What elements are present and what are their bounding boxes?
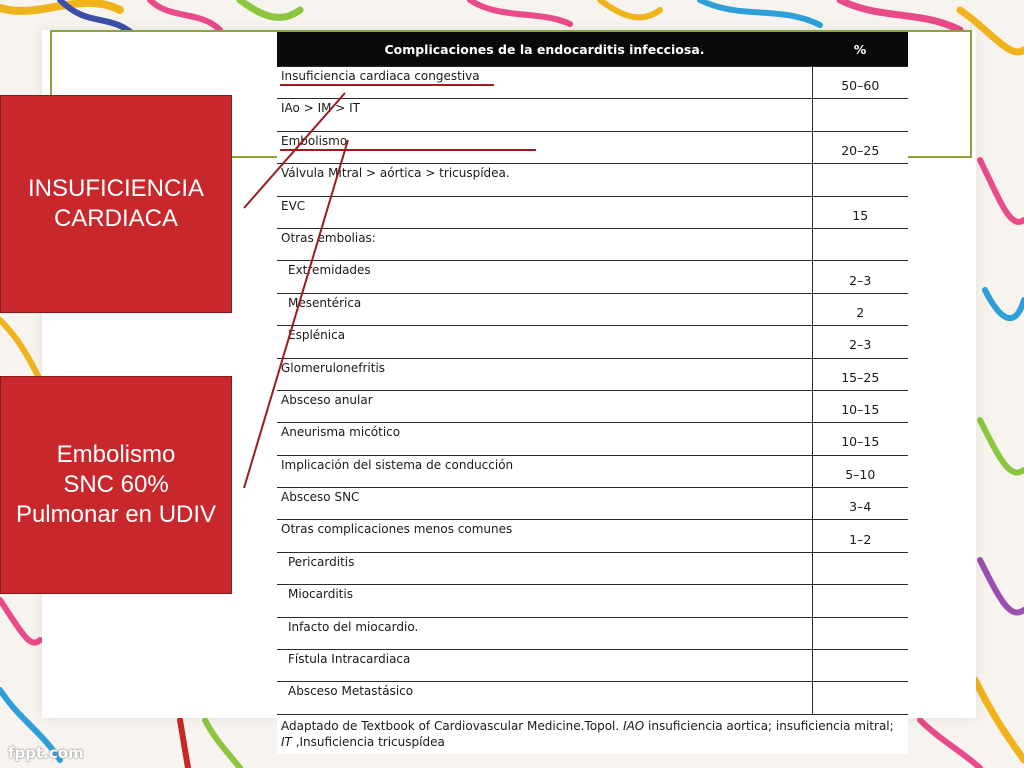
row-label: Esplénica [277,326,812,358]
callout-insuficiencia-cardiaca: INSUFICIENCIA CARDIACA [0,95,232,313]
row-value [812,617,908,649]
row-label: Otras embolias: [277,228,812,260]
row-value [812,552,908,584]
table-row [277,520,908,552]
table-row [277,99,908,131]
row-value: 2–3 [812,261,908,293]
row-value [812,164,908,196]
table-row [277,131,908,163]
footnote-text: insuficiencia aortica; insuficiencia mitral; [644,718,894,733]
row-label: Absceso SNC [277,488,812,520]
footnote-abbr: IT [281,734,292,749]
table-footnote-row [277,714,908,754]
row-label: Fístula Intracardiaca [277,650,812,682]
row-label: Implicación del sistema de conducción [277,455,812,487]
table-row [277,650,908,682]
footnote-abbr: IAO [623,718,645,733]
row-value: 1–2 [812,520,908,552]
table-footnote [277,714,908,754]
header-percent: % [812,32,908,67]
row-label: Embolismo [277,131,812,163]
row-value: 10–15 [812,390,908,422]
table-row [277,488,908,520]
row-value: 15–25 [812,358,908,390]
row-label: Glomerulonefritis [277,358,812,390]
table-row [277,423,908,455]
table-row [277,326,908,358]
row-label: Infacto del miocardio. [277,617,812,649]
row-label: Mesentérica [277,293,812,325]
callout-embolismo: Embolismo SNC 60% Pulmonar en UDIV [0,376,232,594]
table-row [277,585,908,617]
row-label: IAo > IM > IT [277,99,812,131]
row-label: Válvula Mitral > aórtica > tricuspídea. [277,164,812,196]
row-value: 15 [812,196,908,228]
row-label: Extremidades [277,261,812,293]
row-label: Insuficiencia cardiaca congestiva [277,67,812,99]
table-row [277,228,908,260]
row-label: Otras complicaciones menos comunes [277,520,812,552]
row-value [812,99,908,131]
table-row [277,196,908,228]
row-label: Aneurisma micótico [277,423,812,455]
row-value [812,228,908,260]
table-row [277,358,908,390]
row-value: 20–25 [812,131,908,163]
row-value: 3–4 [812,488,908,520]
footnote-text: ,Insuficiencia tricuspídea [291,734,445,749]
table-row [277,261,908,293]
complications-table [277,32,908,754]
table-row [277,617,908,649]
table-row [277,455,908,487]
row-value [812,650,908,682]
row-value: 50–60 [812,67,908,99]
header-title: Complicaciones de la endocarditis infecciosa. [277,32,812,67]
row-value: 5–10 [812,455,908,487]
row-value: 2 [812,293,908,325]
row-label: EVC [277,196,812,228]
table-row [277,552,908,584]
row-label: Absceso anular [277,390,812,422]
row-value [812,682,908,714]
row-value [812,585,908,617]
row-label: Miocarditis [277,585,812,617]
row-value: 2–3 [812,326,908,358]
table-row [277,682,908,714]
table-row [277,390,908,422]
footnote-text: Adaptado de Textbook of Cardiovascular Medicine.Topol. [281,718,624,733]
fppt-watermark: fppt.com [8,744,84,762]
row-label: Pericarditis [277,552,812,584]
row-label: Absceso Metastásico [277,682,812,714]
table-row [277,67,908,99]
row-value: 10–15 [812,423,908,455]
table-header [277,32,908,67]
table-row [277,293,908,325]
table-row [277,164,908,196]
